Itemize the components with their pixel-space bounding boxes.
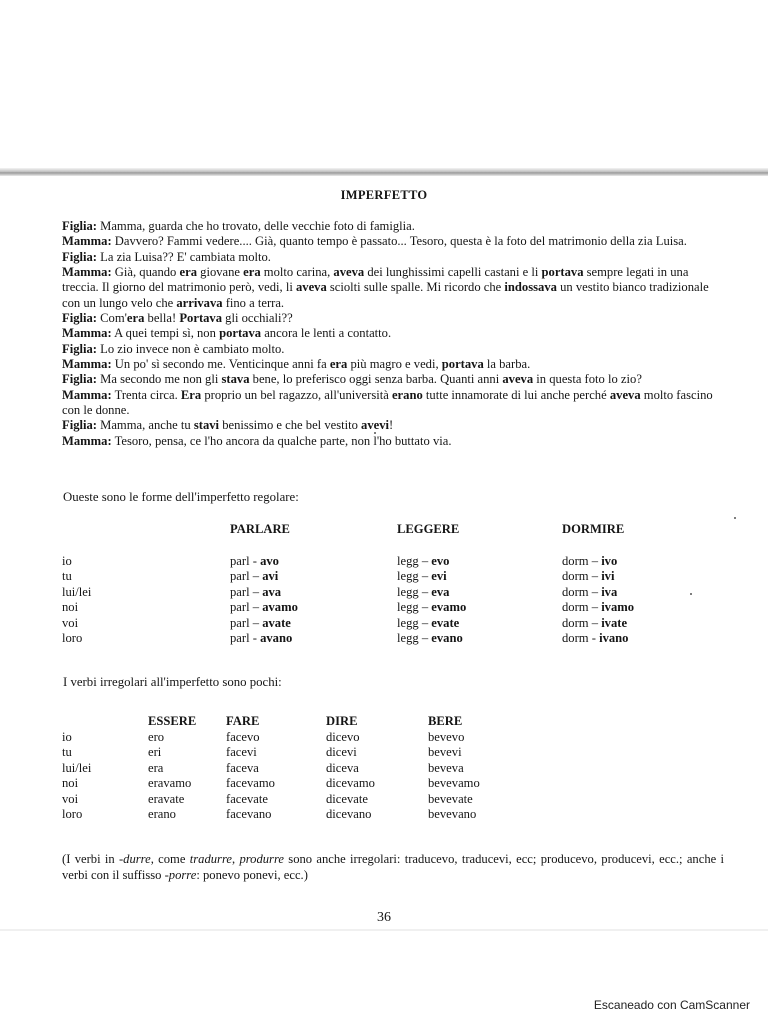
- speaker-label: Mamma:: [62, 265, 112, 280]
- conjugated-form: [562, 554, 617, 569]
- dialogue-text-segment: A quei tempi sì, non: [111, 326, 220, 341]
- pronoun: loro: [62, 807, 83, 821]
- dialogue-text: [62, 219, 722, 449]
- irregular-form: erano: [148, 807, 176, 821]
- irregular-form: bevevate: [428, 791, 473, 806]
- irregular-form: dicevi: [326, 745, 357, 760]
- conjugated-form: [397, 569, 447, 584]
- table-row: [62, 554, 702, 570]
- dialogue-line: [62, 388, 722, 419]
- imperfect-verb: avevi: [361, 418, 390, 433]
- pronoun: lui/lei: [62, 584, 92, 599]
- conjugated-form: [562, 600, 634, 615]
- verb-stem: dorm –: [562, 600, 602, 615]
- conjugated-form: [397, 631, 463, 646]
- verb-stem: parl –: [230, 584, 263, 599]
- column-header-essere: ESSERE: [148, 714, 197, 728]
- verb-ending: eva: [431, 584, 450, 599]
- imperfect-verb: aveva: [333, 265, 365, 280]
- verb-ending: avi: [262, 569, 279, 584]
- scan-speck: [734, 517, 736, 519]
- imperfect-verb: era: [126, 311, 145, 326]
- bottom-scan-line: [0, 929, 768, 931]
- dialogue-text-segment: Mamma, guarda che ho trovato, delle vecchie foto di famiglia.: [96, 219, 415, 233]
- imperfect-verb: portava: [441, 357, 484, 372]
- pronoun: voi: [62, 615, 79, 630]
- irregular-intro: I verbi irregolari all'imperfetto sono pochi:: [63, 675, 282, 689]
- dialogue-line: [62, 342, 722, 357]
- table-row: [62, 761, 562, 777]
- verb-ending: ivate: [601, 615, 628, 630]
- imperfect-verb: Portava: [179, 311, 223, 326]
- dialogue-text-segment: proprio un bel ragazzo, all'università: [201, 387, 392, 402]
- conjugated-form: [397, 585, 449, 600]
- dialogue-line: [62, 219, 722, 234]
- dialogue-text-segment: Com': [96, 311, 127, 326]
- dialogue-line: [62, 434, 722, 449]
- pronoun: tu: [62, 745, 72, 760]
- speaker-label: Figlia:: [62, 249, 97, 264]
- dialogue-line: [62, 418, 722, 433]
- table-row: [62, 792, 562, 808]
- dialogue-text-segment: dei lunghissimi capelli castani e li: [364, 265, 542, 280]
- dialogue-text-segment: un vestito bianco tradizionale con un lungo velo che: [62, 280, 709, 310]
- verb-ending: ivamo: [601, 600, 635, 615]
- irregular-form: diceva: [326, 760, 359, 775]
- note-text-segment: sono anche irregolari: traducevo, traducevi, ecc; producevo, producevi, ecc.; anche i verbi con il suffisso: [62, 852, 725, 882]
- speaker-label: Figlia:: [62, 418, 97, 433]
- speaker-label: Mamma:: [62, 433, 112, 448]
- dialogue-text-segment: sciolti sulle spalle. Mi ricordo che: [326, 280, 505, 295]
- irregular-form: dicevamo: [326, 776, 375, 791]
- speaker-label: Figlia:: [62, 219, 97, 233]
- conjugated-form: [230, 631, 292, 646]
- conjugated-form: [562, 631, 628, 646]
- scan-speck: [374, 432, 376, 434]
- irregular-form: eravamo: [148, 776, 192, 791]
- verb-ending: evi: [431, 569, 447, 584]
- dialogue-text-segment: molto fascino con le donne.: [62, 387, 713, 418]
- table-row: [62, 600, 702, 616]
- column-header-dire: DIRE: [326, 714, 358, 728]
- verb-stem: legg –: [397, 554, 432, 568]
- note-text-segment: , come: [150, 852, 190, 866]
- note-text-segment: (I verbi in: [62, 852, 119, 866]
- dialogue-line: [62, 250, 722, 265]
- dialogue-text-segment: Lo zio invece non è cambiato molto.: [96, 341, 285, 356]
- dialogue-text-segment: fino a terra.: [222, 295, 285, 310]
- irregular-form: dicevate: [326, 791, 368, 806]
- top-scan-shadow-line: [0, 168, 768, 176]
- scan-speck: [690, 593, 692, 595]
- irregular-form: facevo: [226, 730, 260, 744]
- table-row: [62, 631, 702, 647]
- dialogue-text-segment: La zia Luisa?? E' cambiata molto.: [96, 249, 271, 264]
- imperfect-verb: aveva: [295, 280, 327, 295]
- imperfect-verb: indossava: [504, 280, 557, 295]
- conjugated-form: [230, 554, 279, 569]
- imperfect-verb: era: [243, 265, 261, 280]
- pronoun: tu: [62, 569, 72, 584]
- page-title: IMPERFETTO: [340, 188, 428, 202]
- irregular-form: dicevano: [326, 807, 372, 821]
- dialogue-text-segment: giovane: [197, 265, 244, 280]
- conjugated-form: [397, 616, 459, 631]
- imperfect-verb: portava: [541, 265, 584, 280]
- imperfect-verb: aveva: [609, 387, 641, 402]
- dialogue-text-segment: la barba.: [483, 357, 531, 372]
- pronoun: voi: [62, 791, 79, 806]
- irregular-form: bevevi: [428, 745, 462, 760]
- verb-stem: parl -: [230, 631, 261, 645]
- dialogue-text-segment: Mamma, anche tu: [96, 418, 194, 433]
- imperfect-verb: era: [179, 265, 197, 280]
- imperfect-verb: arrivava: [176, 295, 223, 310]
- verb-ending: ivano: [599, 631, 629, 645]
- dialogue-line: [62, 234, 722, 249]
- table-row: [62, 745, 562, 761]
- dialogue-text-segment: Tesoro, pensa, ce l'ho ancora da qualche parte, non l'ho buttato via.: [111, 433, 452, 448]
- irregular-form: beveva: [428, 760, 464, 775]
- irregular-form: dicevo: [326, 730, 360, 744]
- irregular-form: facevate: [226, 791, 268, 806]
- irregular-form: era: [148, 760, 164, 775]
- irregular-form: facevano: [226, 807, 272, 821]
- dialogue-text-segment: tutte innamorate di lui anche perché: [422, 387, 610, 402]
- dialogue-text-segment: molto carina,: [260, 265, 334, 280]
- dialogue-text-segment: ancora le lenti a contatto.: [261, 326, 392, 341]
- imperfect-verb: aveva: [502, 372, 534, 387]
- speaker-label: Mamma:: [62, 357, 112, 372]
- dialogue-text-segment: sempre legati in una treccia. Il giorno del matrimonio però, vedi, li: [62, 265, 689, 295]
- verb-stem: parl –: [230, 569, 263, 584]
- column-header-dormire: DORMIRE: [562, 522, 625, 536]
- dialogue-line: [62, 265, 722, 311]
- conjugated-form: [562, 569, 614, 584]
- dialogue-text-segment: più magro e vedi,: [347, 357, 442, 372]
- table-row: [62, 616, 702, 632]
- pronoun: noi: [62, 776, 79, 791]
- verb-stem: legg –: [397, 615, 432, 630]
- verb-ending: ava: [262, 584, 282, 599]
- verb-ending: iva: [601, 584, 618, 599]
- verb-ending: evate: [431, 615, 460, 630]
- irregular-form: bevevamo: [428, 776, 480, 791]
- conjugated-form: [562, 585, 617, 600]
- verb-ending: avo: [260, 554, 279, 568]
- page-number: 36: [377, 910, 391, 925]
- column-header-fare: FARE: [226, 714, 260, 728]
- verb-stem: dorm –: [562, 584, 602, 599]
- regular-intro: Oueste sono le forme dell'imperfetto regolare:: [63, 490, 299, 504]
- imperfect-verb: erano: [391, 387, 423, 402]
- verb-stem: parl –: [230, 615, 263, 630]
- imperfect-verb: era: [329, 357, 348, 372]
- irregular-form: bevevo: [428, 730, 465, 744]
- speaker-label: Figlia:: [62, 311, 97, 326]
- dialogue-text-segment: in questa foto lo zio?: [533, 372, 642, 387]
- irregular-form: facevi: [226, 745, 257, 760]
- verb-stem: parl –: [230, 600, 263, 615]
- verb-ending: evamo: [431, 600, 467, 615]
- imperfect-verb: stavi: [193, 418, 220, 433]
- table-row: [62, 585, 702, 601]
- verb-stem: legg –: [397, 631, 432, 645]
- dialogue-text-segment: gli occhiali??: [222, 311, 293, 326]
- italic-term: produrre: [239, 852, 284, 866]
- irregular-form: ero: [148, 730, 165, 744]
- table-row: [62, 569, 702, 585]
- pronoun: noi: [62, 600, 79, 615]
- verb-stem: dorm –: [562, 615, 602, 630]
- verb-stem: legg –: [397, 600, 432, 615]
- dialogue-line: [62, 311, 722, 326]
- irregular-form: bevevano: [428, 807, 477, 821]
- pronoun: io: [62, 730, 72, 744]
- dialogue-text-segment: bella!: [144, 311, 180, 326]
- conjugated-form: [397, 554, 449, 569]
- conjugated-form: [230, 585, 281, 600]
- speaker-label: Figlia:: [62, 341, 97, 356]
- verb-ending: ivi: [601, 569, 615, 584]
- imperfect-verb: stava: [221, 372, 250, 387]
- column-header-bere: BERE: [428, 714, 463, 728]
- dialogue-text-segment: Un po' sì secondo me. Venticinque anni fa: [111, 357, 330, 372]
- note-text-segment: ,: [231, 852, 240, 866]
- conjugated-form: [562, 616, 627, 631]
- dialogue-text-segment: Già, quando: [111, 265, 180, 280]
- italic-term: -durre: [118, 852, 151, 866]
- conjugated-form: [230, 600, 298, 615]
- dialogue-line: [62, 326, 722, 341]
- table-row: [62, 730, 562, 746]
- pronoun: lui/lei: [62, 760, 92, 775]
- speaker-label: Mamma:: [62, 326, 112, 341]
- verb-stem: parl -: [230, 554, 261, 568]
- conjugated-form: [230, 616, 291, 631]
- dialogue-text-segment: !: [389, 418, 394, 433]
- column-header-leggere: LEGGERE: [397, 522, 460, 536]
- column-header-parlare: PARLARE: [230, 522, 290, 536]
- irregular-form: faceva: [226, 760, 259, 775]
- verb-ending: avamo: [262, 600, 298, 615]
- italic-term: -porre: [164, 868, 197, 882]
- verb-stem: legg –: [397, 569, 432, 584]
- dialogue-text-segment: bene, lo preferisco oggi senza barba. Quanti anni: [249, 372, 503, 387]
- scanner-watermark: Escaneado con CamScanner: [593, 998, 750, 1012]
- table-row: [62, 776, 562, 792]
- verb-stem: legg –: [397, 584, 432, 599]
- conjugated-form: [397, 600, 466, 615]
- pronoun: io: [62, 554, 72, 568]
- dialogue-text-segment: Trenta circa.: [111, 387, 181, 402]
- speaker-label: Mamma:: [62, 234, 112, 249]
- dialogue-text-segment: benissimo e che bel vestito: [219, 418, 362, 433]
- verb-stem: dorm –: [562, 569, 602, 584]
- dialogue-line: [62, 372, 722, 387]
- dialogue-text-segment: Davvero? Fammi vedere.... Già, quanto tempo è passato... Tesoro, questa è la foto del matrimonio della zia Luisa.: [111, 234, 687, 249]
- verb-ending: avano: [260, 631, 293, 645]
- conjugated-form: [230, 569, 278, 584]
- irregular-form: eri: [148, 745, 162, 760]
- table-row: [62, 807, 562, 823]
- verb-stem: dorm -: [562, 631, 600, 645]
- verb-ending: evo: [431, 554, 450, 568]
- verb-ending: ivo: [601, 554, 618, 568]
- imperfect-verb: portava: [219, 326, 262, 341]
- irregular-note: [62, 851, 724, 883]
- verb-stem: dorm –: [562, 554, 602, 568]
- speaker-label: Mamma:: [62, 387, 112, 402]
- note-text-segment: : ponevo ponevi, ecc.): [196, 868, 308, 882]
- irregular-form: facevamo: [226, 776, 275, 791]
- irregular-form: eravate: [148, 791, 185, 806]
- speaker-label: Figlia:: [62, 372, 97, 387]
- verb-ending: avate: [262, 615, 291, 630]
- verb-ending: evano: [431, 631, 463, 645]
- pronoun: loro: [62, 631, 83, 645]
- imperfect-verb: Era: [180, 387, 202, 402]
- dialogue-text-segment: Ma secondo me non gli: [96, 372, 222, 387]
- italic-term: tradurre: [189, 852, 232, 866]
- dialogue-line: [62, 357, 722, 372]
